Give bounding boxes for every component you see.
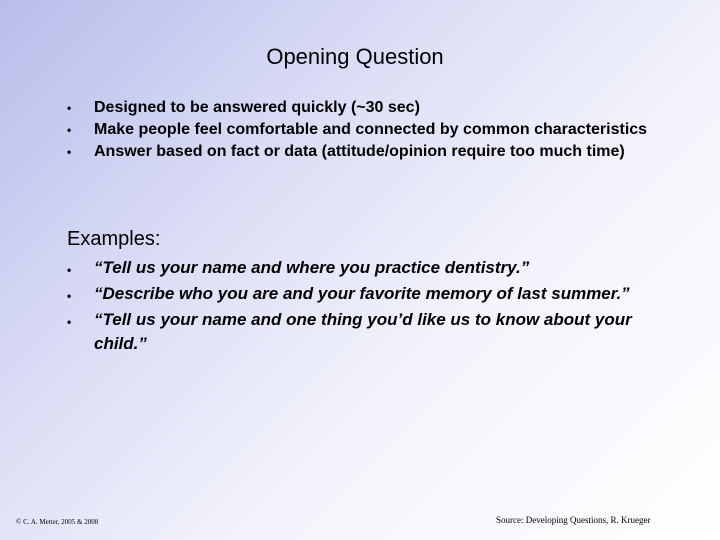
example-text: “Tell us your name and where you practice dentistry.” — [94, 258, 530, 277]
bullet-icon: • — [67, 145, 72, 159]
bullet-icon: • — [67, 315, 72, 329]
example-item — [67, 256, 687, 280]
main-bullet-list — [67, 98, 707, 164]
bullet-icon: • — [67, 101, 72, 115]
slide-title: Opening Question — [266, 44, 444, 69]
example-item — [67, 308, 687, 356]
example-text: “Tell us your name and one thing you’d like us to know about your child.” — [94, 310, 632, 353]
bullet-icon: • — [67, 263, 72, 277]
examples-heading: Examples: — [67, 228, 161, 250]
example-item — [67, 282, 687, 306]
bullet-icon: • — [67, 123, 72, 137]
bullet-text: Answer based on fact or data (attitude/opinion require too much time) — [94, 143, 625, 160]
bullet-item — [67, 98, 707, 118]
examples-list — [67, 256, 687, 358]
source-footer: Source: Developing Questions, R. Krueger — [496, 515, 651, 525]
copyright-footer: © C. A. Metter, 2005 & 2008 — [16, 518, 99, 526]
example-text: “Describe who you are and your favorite memory of last summer.” — [94, 284, 630, 303]
bullet-icon: • — [67, 289, 72, 303]
bullet-text: Designed to be answered quickly (~30 sec) — [94, 99, 420, 116]
bullet-item — [67, 120, 707, 140]
bullet-text: Make people feel comfortable and connected by common characteristics — [94, 121, 648, 138]
bullet-item — [67, 142, 707, 162]
